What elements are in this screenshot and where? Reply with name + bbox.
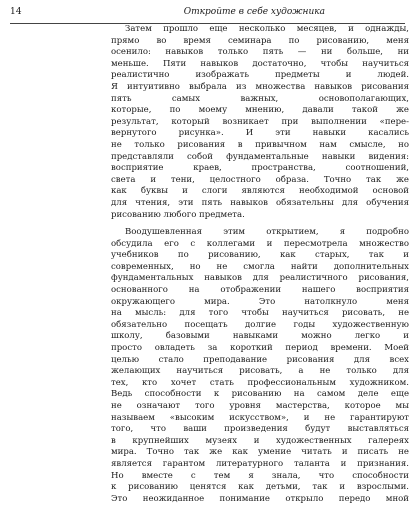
text-line: называем «высоким искусством», и не гарантируют (111, 412, 409, 423)
text-line: не только рисования в привычном нам смысле, но (111, 139, 409, 150)
text-line: представляли собой фундаментальные навыки видения: (111, 151, 409, 162)
text-line: желающих научиться рисовать, а не только для (111, 366, 409, 377)
text-line: тех, кто хочет стать профессиональным художником. (111, 377, 409, 388)
text-line: просто овладеть за короткий период времени. Моей (111, 343, 409, 354)
text-line: для чтения, эти пять навыков обязательны для обучения (111, 197, 409, 208)
text-line: учебников по рисованию, как старых, так и (111, 250, 409, 261)
text-line: Затем прошло еще несколько месяцев, и однажды, (125, 24, 409, 34)
text-line: является гарантом литературного таланта и признания. (111, 458, 409, 469)
text-line: света и тени, целостного образа. Точно так же (111, 174, 409, 185)
text-line: которые, по моему мнению, давали такой же (111, 105, 409, 116)
text-line: основанного на отображении нашего восприятия (111, 285, 409, 296)
text-line: реалистично изображать предметы и людей. (111, 70, 409, 81)
text-line: в крупнейших музеях и художественных галереях (111, 435, 409, 446)
text-line: прямо во время семинара по рисованию, меня (111, 35, 409, 46)
page-number: 14 (10, 7, 22, 17)
text-line: обсудила его с коллегами и пересмотрела множество (111, 238, 409, 249)
text-line: пять самых важных, основополагающих, (111, 93, 409, 104)
paragraph (111, 24, 409, 221)
text-line: не означают того уровня мастерства, которое мы (111, 401, 409, 411)
text-line: фундаментальных навыков для реалистичного рисования, (111, 273, 409, 284)
text-line: Я интуитивно выбрала из множества навыков рисования (111, 81, 409, 92)
text-line: осенило: навыков только пять — ни больше, ни (111, 47, 409, 58)
text-line: мира. Точно так же как умение читать и писать не (111, 447, 409, 458)
page-header (10, 5, 405, 24)
text-line: современных, но не смогла найти дополнительных (111, 261, 409, 272)
paragraph (111, 227, 409, 505)
text-line: Ведь способности к рисованию на самом деле еще (111, 389, 409, 400)
text-line: рисованию любого предмета. (111, 209, 245, 220)
text-line: меньше. Пяти навыков достаточно, чтобы научиться (111, 58, 409, 69)
text-line: окружающего мира. Это натолкнуло меня (111, 296, 409, 307)
text-line: результат, который возникает при выполнении «пере- (111, 116, 409, 127)
text-line: школу, базовыми навыками можно легко и (111, 331, 409, 342)
text-line: Это неожиданное понимание открыло передо мной (111, 493, 409, 504)
text-line: Воодушевленная этим открытием, я подробно (125, 227, 409, 238)
running-title: Откройте в себе художника (183, 7, 325, 17)
body-text (111, 24, 409, 505)
text-line: вернутого рисунка». И эти навыки касались (111, 128, 409, 139)
text-line: обязательно посещать долгие годы художественную (111, 319, 409, 330)
text-line: к рисованию ценятся как детьми, так и взрослыми. (111, 482, 409, 493)
text-line: восприятие краев, пространства, соотношений, (111, 163, 409, 174)
text-line: на мысль: для того чтобы научиться рисовать, не (111, 308, 409, 319)
text-line: целью стало преподавание рисования для всех (111, 354, 409, 365)
text-line: того, что ваши произведения будут выставляться (111, 424, 409, 435)
text-line: как буквы и слоги являются необходимой основой (111, 186, 409, 197)
text-line: Но вместе с тем я знала, что способности (111, 470, 409, 481)
